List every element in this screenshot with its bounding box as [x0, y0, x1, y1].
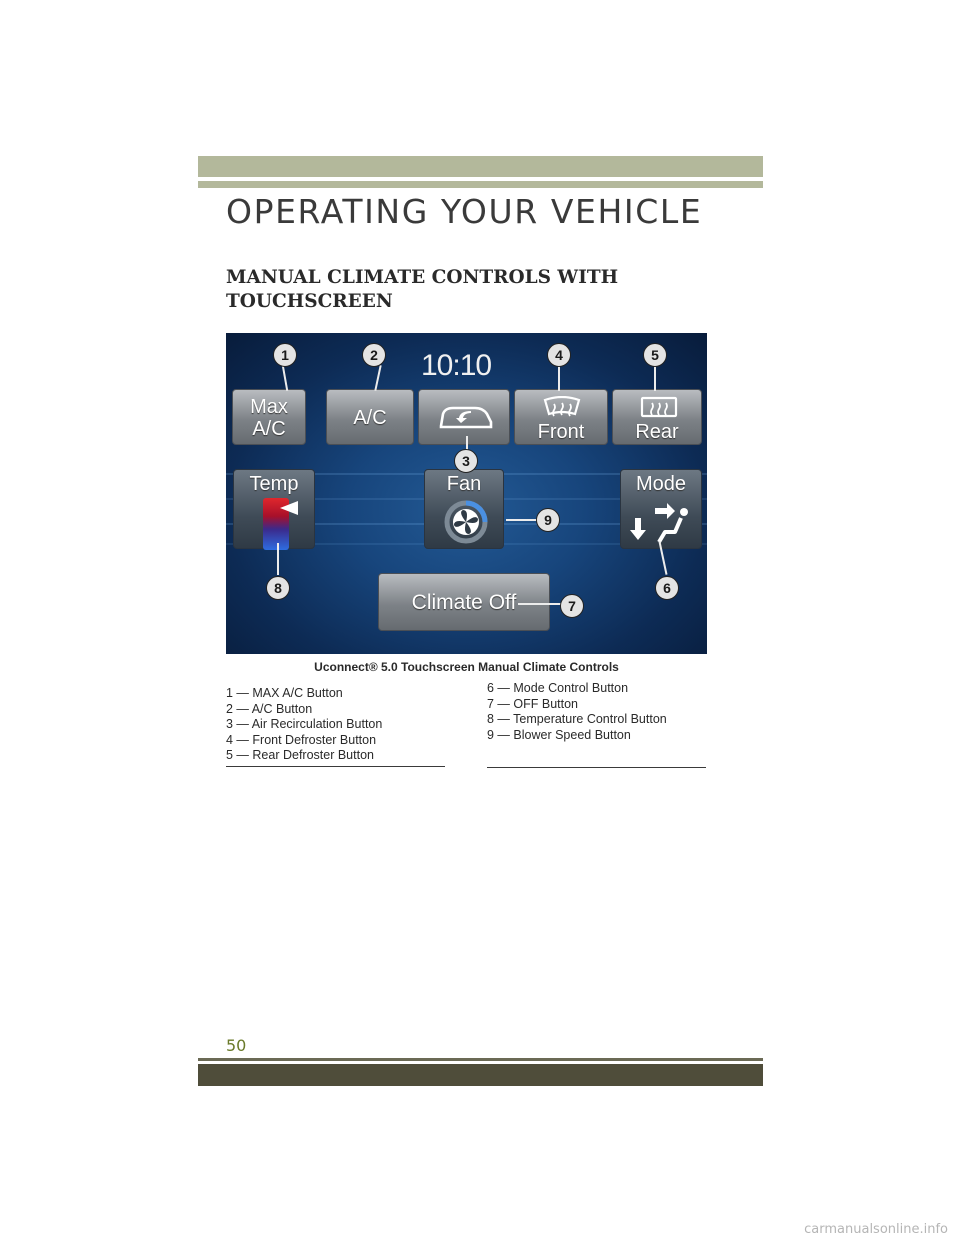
- blower-speed-button[interactable]: [424, 469, 504, 549]
- legend-right: [487, 681, 667, 743]
- legend-item: 6 — Mode Control Button: [487, 681, 629, 695]
- climate-off-label: Climate Off: [411, 591, 517, 614]
- page-number: 50: [226, 1036, 247, 1055]
- max-ac-button[interactable]: [232, 389, 306, 445]
- climate-off-button[interactable]: [378, 573, 550, 631]
- page-title: MANUAL CLIMATE CONTROLS WITH TOUCHSCREEN: [226, 267, 619, 312]
- callout-1: 1: [273, 343, 297, 367]
- header-band: [198, 156, 763, 177]
- legend-rule-right: [487, 767, 706, 768]
- figure-caption: Uconnect® 5.0 Touchscreen Manual Climate Controls: [314, 660, 619, 674]
- air-recirculation-button[interactable]: [418, 389, 510, 445]
- callout-3: 3: [454, 449, 478, 473]
- section-header: OPERATING YOUR VEHICLE: [226, 192, 703, 231]
- legend-left: [226, 686, 382, 764]
- callout-leader: [282, 365, 288, 391]
- callout-leader: [506, 519, 538, 521]
- rear-label: Rear: [635, 421, 679, 443]
- ac-button[interactable]: [326, 389, 414, 445]
- callout-8: 8: [266, 576, 290, 600]
- temp-label: Temp: [249, 473, 299, 495]
- mode-control-button[interactable]: [620, 469, 702, 549]
- rear-defroster-button[interactable]: [612, 389, 702, 445]
- recirculation-icon: [435, 400, 495, 434]
- legend-item: 8 — Temperature Control Button: [487, 712, 667, 727]
- max-ac-label: Max A/C: [250, 396, 288, 440]
- rear-defrost-icon: [639, 396, 679, 420]
- temperature-control-button[interactable]: [233, 469, 315, 549]
- legend-item: 4 — Front Defroster Button: [226, 732, 377, 747]
- fan-icon: [444, 500, 488, 544]
- callout-leader: [654, 365, 656, 391]
- temperature-arrow-icon: [280, 501, 298, 515]
- header-band-thin: [198, 181, 763, 188]
- mode-label: Mode: [635, 473, 687, 495]
- callout-5: 5: [643, 343, 667, 367]
- front-defrost-icon: [542, 396, 582, 420]
- callout-7: 7: [560, 594, 584, 618]
- callout-6: 6: [655, 576, 679, 600]
- legend-item: 5 — Rear Defroster Button: [226, 748, 374, 763]
- legend-item: 7 — OFF Button: [487, 696, 579, 711]
- mode-airflow-icon: [629, 500, 695, 546]
- callout-2: 2: [362, 343, 386, 367]
- front-label: Front: [537, 421, 585, 443]
- ac-label: A/C: [353, 407, 387, 429]
- footer-line: [198, 1058, 763, 1061]
- watermark: carmanualsonline.info: [804, 1222, 948, 1237]
- fan-label: Fan: [446, 473, 482, 495]
- callout-4: 4: [547, 343, 571, 367]
- callout-leader: [374, 365, 381, 391]
- legend-item: 2 — A/C Button: [226, 701, 313, 716]
- callout-9: 9: [536, 508, 560, 532]
- legend-item: 3 — Air Recirculation Button: [226, 717, 383, 732]
- touchscreen-figure: [226, 333, 707, 654]
- legend-item: 1 — MAX A/C Button: [226, 686, 343, 700]
- legend-rule-left: [226, 766, 445, 767]
- clock: 10:10: [421, 349, 492, 382]
- callout-leader: [558, 365, 560, 391]
- legend-item: 9 — Blower Speed Button: [487, 727, 631, 742]
- callout-leader: [518, 603, 562, 605]
- footer-band: [198, 1064, 763, 1086]
- front-defroster-button[interactable]: [514, 389, 608, 445]
- callout-leader: [277, 543, 279, 575]
